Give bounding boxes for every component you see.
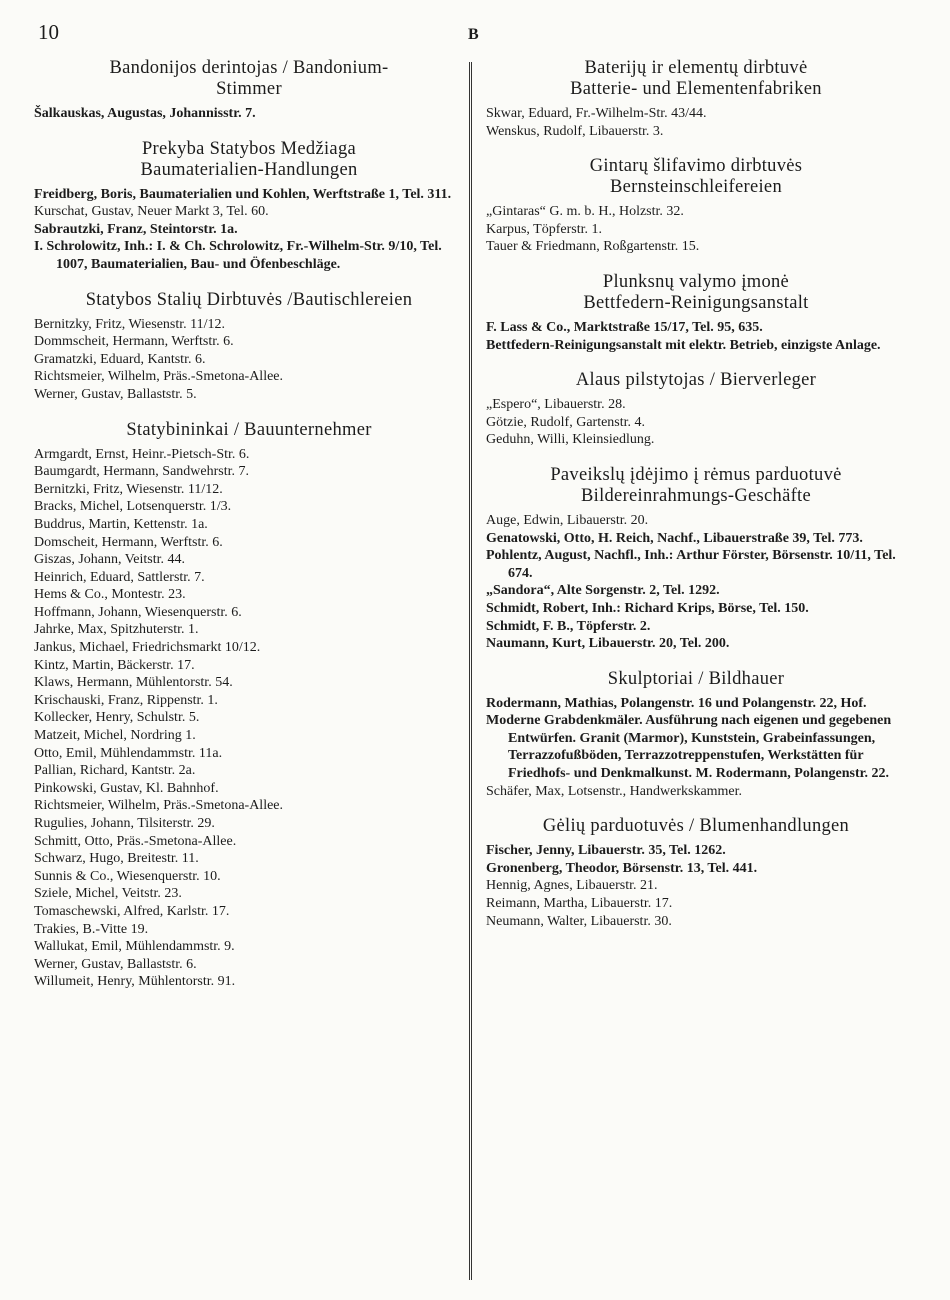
directory-entry: Rugulies, Johann, Tilsiterstr. 29. xyxy=(34,816,215,831)
section-title xyxy=(486,58,906,100)
directory-section xyxy=(486,272,906,354)
directory-entry: Pallian, Richard, Kantstr. 2a. xyxy=(34,763,196,779)
directory-entry: Bracks, Michel, Lotsenquerstr. 1/3. xyxy=(34,499,232,515)
directory-section xyxy=(486,669,906,801)
section-title xyxy=(34,58,464,100)
directory-section xyxy=(486,370,906,449)
section-title-line: Gintarų šlifavimo dirbtuvės xyxy=(589,156,803,177)
directory-entry: F. Lass & Co., Marktstraße 15/17, Tel. 95, 635. xyxy=(486,319,763,335)
section-title xyxy=(34,420,464,441)
section-title-line: Plunksnų valymo įmonė xyxy=(602,271,790,292)
directory-section xyxy=(486,58,906,140)
directory-entry: Sabrautzki, Franz, Steintorstr. 1a. xyxy=(34,221,238,237)
directory-entry: Bernitzky, Fritz, Wiesenstr. 11/12. xyxy=(34,316,226,332)
section-title xyxy=(486,272,906,314)
directory-entry: Tomaschewski, Alfred, Karlstr. 17. xyxy=(34,903,230,919)
page-number: 10 xyxy=(38,20,59,44)
directory-entry: Bernitzki, Fritz, Wiesenstr. 11/12. xyxy=(34,481,223,497)
section-title-line: Bandonijos derintojas / Bandonium- xyxy=(109,58,389,78)
directory-entry: Werner, Gustav, Ballaststr. 6. xyxy=(34,956,197,972)
directory-entry: Richtsmeier, Wilhelm, Präs.-Smetona-Allee. xyxy=(34,798,284,814)
directory-entry: Hems & Co., Montestr. 23. xyxy=(34,587,186,603)
directory-entry: Neumann, Walter, Libauerstr. 30. xyxy=(486,913,672,929)
section-title xyxy=(486,465,906,507)
section-title xyxy=(486,816,906,837)
directory-entry: Schäfer, Max, Lotsenstr., Handwerkskammer. xyxy=(486,783,743,799)
directory-entry: Richtsmeier, Wilhelm, Präs.-Smetona-Allee. xyxy=(34,369,284,385)
directory-entry: Rodermann, Mathias, Polangenstr. 16 und Polangenstr. 22, Hof. xyxy=(486,695,867,711)
directory-entry: Naumann, Kurt, Libauerstr. 20, Tel. 200. xyxy=(486,636,730,652)
directory-entry: Schmidt, Robert, Inh.: Richard Krips, Börse, Tel. 150. xyxy=(486,600,809,616)
directory-section xyxy=(34,420,464,991)
directory-section xyxy=(486,816,906,930)
directory-entry: Jankus, Michael, Friedrichsmarkt 10/12. xyxy=(34,640,261,656)
directory-entry: Giszas, Johann, Veitstr. 44. xyxy=(34,552,186,568)
directory-entry: Pohlentz, August, Nachfl., Inh.: Arthur Förster, Börsenstr. 10/11, Tel. 674. xyxy=(486,548,896,581)
section-title xyxy=(486,156,906,198)
directory-entry: Sunnis & Co., Wiesenquerstr. 10. xyxy=(34,868,221,884)
directory-entry: Schmidt, F. B., Töpferstr. 2. xyxy=(486,618,651,634)
section-title-line: Bettfedern-Reinigungsanstalt xyxy=(583,292,809,313)
directory-entry: „Sandora“, Alte Sorgenstr. 2, Tel. 1292. xyxy=(486,583,720,599)
column-divider xyxy=(469,62,472,1280)
directory-entry: Geduhn, Willi, Kleinsiedlung. xyxy=(486,432,655,448)
directory-section xyxy=(486,156,906,256)
section-title xyxy=(34,139,464,181)
directory-entry: „Gintaras“ G. m. b. H., Holzstr. 32. xyxy=(486,204,684,220)
directory-section xyxy=(34,58,464,123)
section-title-line: Baterijų ir elementų dirbtuvė xyxy=(584,58,808,78)
directory-entry: Reimann, Martha, Libauerstr. 17. xyxy=(486,896,673,912)
page-letter-header: B xyxy=(468,26,479,43)
section-title-line: Bernsteinschleifereien xyxy=(610,177,782,198)
directory-entry: Gronenberg, Theodor, Börsenstr. 13, Tel. 441. xyxy=(486,860,758,876)
section-title-line: Stimmer xyxy=(216,79,282,99)
directory-entry: Matzeit, Michel, Nordring 1. xyxy=(34,728,196,744)
directory-entry: „Espero“, Libauerstr. 28. xyxy=(486,397,626,413)
directory-entry: Buddrus, Martin, Kettenstr. 1a. xyxy=(34,516,208,532)
section-title xyxy=(34,290,464,311)
directory-entry: Baumgardt, Hermann, Sandwehrstr. 7. xyxy=(34,464,250,480)
section-title xyxy=(486,669,906,690)
directory-entry: Gramatzki, Eduard, Kantstr. 6. xyxy=(34,351,206,367)
directory-section xyxy=(34,290,464,404)
section-title-line: Statybininkai / Bauunternehmer xyxy=(126,419,372,440)
directory-entry: Kintz, Martin, Bäckerstr. 17. xyxy=(34,657,195,673)
left-column xyxy=(34,58,464,1007)
section-title-line: Baumaterialien-Handlungen xyxy=(140,159,358,180)
directory-entry: Skwar, Eduard, Fr.-Wilhelm-Str. 43/44. xyxy=(486,106,707,121)
directory-entry: Karpus, Töpferstr. 1. xyxy=(486,221,602,237)
directory-entry: Trakies, B.-Vitte 19. xyxy=(34,921,149,937)
directory-entry: Kurschat, Gustav, Neuer Markt 3, Tel. 60. xyxy=(34,204,269,220)
directory-entry: Šalkauskas, Augustas, Johannisstr. 7. xyxy=(34,106,256,121)
directory-entry: Schwarz, Hugo, Breitestr. 11. xyxy=(34,851,199,867)
directory-entry: Klaws, Hermann, Mühlentorstr. 54. xyxy=(34,675,233,691)
directory-section xyxy=(486,465,906,653)
section-title xyxy=(486,370,906,391)
directory-entry: Fischer, Jenny, Libauerstr. 35, Tel. 1262. xyxy=(486,843,726,859)
directory-entry: Domscheit, Hermann, Werftstr. 6. xyxy=(34,534,223,550)
directory-entry: Auge, Edwin, Libauerstr. 20. xyxy=(486,512,649,528)
section-title-line: Alaus pilstytojas / Bierverleger xyxy=(575,370,817,391)
directory-entry: Bettfedern-Reinigungsanstalt mit elektr. Betrieb, einzigste Anlage. xyxy=(486,337,881,353)
directory-entry: Otto, Emil, Mühlendammstr. 11a. xyxy=(34,745,223,761)
section-title-line: Prekyba Statybos Medžiaga xyxy=(141,138,357,159)
directory-entry: Götzie, Rudolf, Gartenstr. 4. xyxy=(486,414,646,430)
section-title-line: Gėlių parduotuvės / Blumenhandlungen xyxy=(542,816,850,837)
directory-entry: Wenskus, Rudolf, Libauerstr. 3. xyxy=(486,123,664,139)
directory-entry: Armgardt, Ernst, Heinr.-Pietsch-Str. 6. xyxy=(34,446,250,462)
directory-section xyxy=(34,139,464,274)
directory-entry: Schmitt, Otto, Präs.-Smetona-Allee. xyxy=(34,833,237,849)
section-title-line: Paveikslų įdėjimo į rėmus parduotuvė xyxy=(550,464,842,485)
directory-entry: Dommscheit, Hermann, Werftstr. 6. xyxy=(34,334,234,350)
directory-entry: Werner, Gustav, Ballaststr. 5. xyxy=(34,386,197,402)
directory-entry: Sziele, Michel, Veitstr. 23. xyxy=(34,886,182,902)
section-title-line: Statybos Stalių Dirbtuvės /Bautischlereien xyxy=(85,289,413,310)
directory-entry: Hennig, Agnes, Libauerstr. 21. xyxy=(486,878,658,894)
directory-entry: Pinkowski, Gustav, Kl. Bahnhof. xyxy=(34,780,219,796)
section-title-line: Bildereinrahmungs-Geschäfte xyxy=(580,485,812,506)
directory-entry: Freidberg, Boris, Baumaterialien und Kohlen, Werftstraße 1, Tel. 311. xyxy=(34,186,452,202)
right-column xyxy=(486,58,906,946)
section-title-line: Skulptoriai / Bildhauer xyxy=(607,668,785,689)
directory-entry: Willumeit, Henry, Mühlentorstr. 91. xyxy=(34,974,236,990)
directory-entry: Hoffmann, Johann, Wiesenquerstr. 6. xyxy=(34,604,242,620)
directory-entry: Moderne Grabdenkmäler. Ausführung nach eigenen und gegebenen Entwürfen. Granit (Marmor), Kunststein, Grabeinfassungen, Terrazzofußböden, Terrazzotreppenstufen, Werkstätten für Friedhofs- und Denkmalkunst. M. Rodermann, Polangenstr. 22. xyxy=(486,713,892,782)
directory-entry: Heinrich, Eduard, Sattlerstr. 7. xyxy=(34,569,205,585)
directory-entry: Tauer & Friedmann, Roßgartenstr. 15. xyxy=(486,239,700,255)
directory-entry: Jahrke, Max, Spitzhuterstr. 1. xyxy=(34,622,199,638)
directory-entry: I. Schrolowitz, Inh.: I. & Ch. Schrolowitz, Fr.-Wilhelm-Str. 9/10, Tel. 1007, Baumaterialien, Bau- und Öfenbeschläge. xyxy=(34,239,442,272)
directory-entry: Wallukat, Emil, Mühlendammstr. 9. xyxy=(34,939,235,955)
directory-entry: Genatowski, Otto, H. Reich, Nachf., Libauerstraße 39, Tel. 773. xyxy=(486,530,863,546)
directory-entry: Krischauski, Franz, Rippenstr. 1. xyxy=(34,692,218,708)
section-title-line: Batterie- und Elementenfabriken xyxy=(570,79,822,99)
directory-entry: Kollecker, Henry, Schulstr. 5. xyxy=(34,710,200,726)
